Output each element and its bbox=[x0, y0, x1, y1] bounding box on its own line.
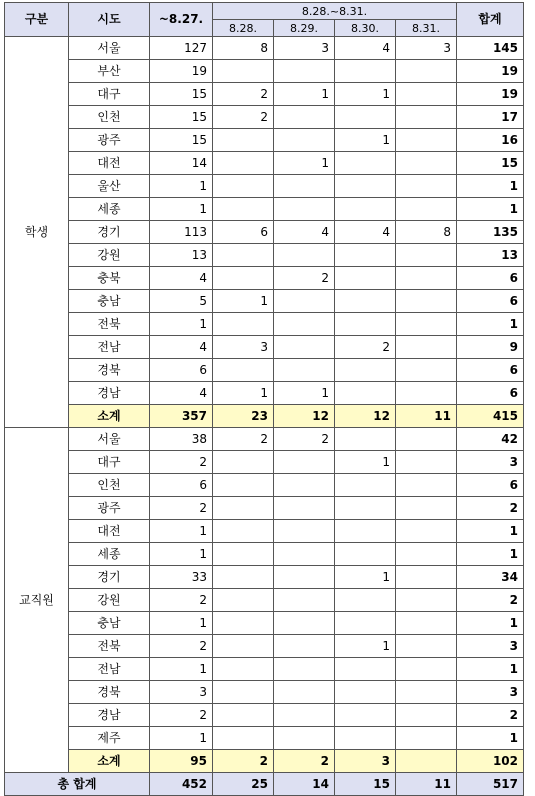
value-cell bbox=[335, 244, 396, 267]
value-cell bbox=[335, 474, 396, 497]
table-row bbox=[5, 37, 524, 60]
value-cell: 5 bbox=[150, 290, 213, 313]
region-cell: 대구 bbox=[69, 451, 150, 474]
value-cell bbox=[396, 451, 457, 474]
subtotal-value-cell: 12 bbox=[335, 405, 396, 428]
value-cell bbox=[274, 681, 335, 704]
value-cell bbox=[274, 290, 335, 313]
value-cell bbox=[213, 244, 274, 267]
value-cell: 2 bbox=[213, 83, 274, 106]
value-cell: 3 bbox=[274, 37, 335, 60]
value-cell: 33 bbox=[150, 566, 213, 589]
value-cell: 2 bbox=[150, 704, 213, 727]
total-cell: 2 bbox=[457, 589, 524, 612]
table-row bbox=[5, 198, 524, 221]
total-cell: 17 bbox=[457, 106, 524, 129]
header-gubun: 구분 bbox=[5, 3, 69, 37]
value-cell bbox=[274, 451, 335, 474]
value-cell bbox=[396, 566, 457, 589]
value-cell bbox=[396, 704, 457, 727]
header-range: 8.28.~8.31. bbox=[213, 3, 457, 20]
value-cell: 1 bbox=[150, 175, 213, 198]
total-cell: 9 bbox=[457, 336, 524, 359]
total-cell: 19 bbox=[457, 83, 524, 106]
value-cell bbox=[335, 382, 396, 405]
total-cell: 3 bbox=[457, 451, 524, 474]
total-cell: 1 bbox=[457, 198, 524, 221]
grand-total-cell: 517 bbox=[457, 773, 524, 796]
value-cell bbox=[396, 497, 457, 520]
subtotal-total-cell: 102 bbox=[457, 750, 524, 773]
group-label: 학생 bbox=[5, 37, 69, 428]
value-cell bbox=[274, 566, 335, 589]
value-cell bbox=[396, 520, 457, 543]
value-cell bbox=[335, 359, 396, 382]
table-row bbox=[5, 336, 524, 359]
cases-table bbox=[4, 2, 524, 796]
header-day: 8.30. bbox=[335, 20, 396, 37]
region-cell: 전남 bbox=[69, 658, 150, 681]
region-cell: 대구 bbox=[69, 83, 150, 106]
value-cell bbox=[396, 382, 457, 405]
subtotal-total-cell: 415 bbox=[457, 405, 524, 428]
grand-total-label: 총 합계 bbox=[5, 773, 150, 796]
value-cell bbox=[335, 267, 396, 290]
table-row bbox=[5, 451, 524, 474]
total-cell: 1 bbox=[457, 543, 524, 566]
value-cell: 19 bbox=[150, 60, 213, 83]
value-cell: 2 bbox=[335, 336, 396, 359]
value-cell: 8 bbox=[213, 37, 274, 60]
value-cell bbox=[213, 175, 274, 198]
value-cell: 2 bbox=[274, 428, 335, 451]
value-cell: 1 bbox=[213, 382, 274, 405]
table-row bbox=[5, 658, 524, 681]
value-cell: 4 bbox=[150, 382, 213, 405]
value-cell bbox=[396, 428, 457, 451]
region-cell: 경기 bbox=[69, 566, 150, 589]
value-cell bbox=[274, 129, 335, 152]
value-cell: 13 bbox=[150, 244, 213, 267]
value-cell: 1 bbox=[274, 382, 335, 405]
value-cell: 2 bbox=[150, 635, 213, 658]
value-cell: 3 bbox=[213, 336, 274, 359]
header-sido: 시도 bbox=[69, 3, 150, 37]
value-cell bbox=[213, 359, 274, 382]
value-cell: 8 bbox=[396, 221, 457, 244]
header-before: ~8.27. bbox=[150, 3, 213, 37]
subtotal-label: 소계 bbox=[69, 750, 150, 773]
value-cell: 4 bbox=[150, 267, 213, 290]
region-cell: 전북 bbox=[69, 635, 150, 658]
region-cell: 강원 bbox=[69, 589, 150, 612]
value-cell: 3 bbox=[396, 37, 457, 60]
value-cell: 4 bbox=[335, 221, 396, 244]
value-cell: 2 bbox=[274, 267, 335, 290]
total-cell: 16 bbox=[457, 129, 524, 152]
value-cell: 2 bbox=[150, 589, 213, 612]
value-cell bbox=[335, 589, 396, 612]
value-cell bbox=[213, 129, 274, 152]
value-cell bbox=[213, 727, 274, 750]
value-cell bbox=[396, 612, 457, 635]
value-cell bbox=[396, 60, 457, 83]
value-cell: 14 bbox=[150, 152, 213, 175]
region-cell: 광주 bbox=[69, 497, 150, 520]
region-cell: 인천 bbox=[69, 106, 150, 129]
subtotal-value-cell: 2 bbox=[274, 750, 335, 773]
total-cell: 1 bbox=[457, 175, 524, 198]
value-cell bbox=[335, 428, 396, 451]
value-cell: 6 bbox=[150, 359, 213, 382]
value-cell bbox=[335, 290, 396, 313]
value-cell: 2 bbox=[150, 451, 213, 474]
value-cell bbox=[335, 543, 396, 566]
value-cell bbox=[274, 543, 335, 566]
subtotal-value-cell: 95 bbox=[150, 750, 213, 773]
group-label: 교직원 bbox=[5, 428, 69, 773]
value-cell bbox=[335, 497, 396, 520]
subtotal-value-cell: 3 bbox=[335, 750, 396, 773]
table-row bbox=[5, 543, 524, 566]
value-cell: 1 bbox=[335, 129, 396, 152]
region-cell: 경북 bbox=[69, 681, 150, 704]
value-cell bbox=[396, 635, 457, 658]
value-cell bbox=[335, 520, 396, 543]
total-cell: 6 bbox=[457, 474, 524, 497]
value-cell: 1 bbox=[150, 658, 213, 681]
value-cell: 1 bbox=[274, 152, 335, 175]
value-cell: 1 bbox=[150, 313, 213, 336]
header-day: 8.29. bbox=[274, 20, 335, 37]
subtotal-value-cell bbox=[396, 750, 457, 773]
total-cell: 1 bbox=[457, 313, 524, 336]
value-cell bbox=[396, 290, 457, 313]
value-cell bbox=[274, 60, 335, 83]
value-cell bbox=[396, 267, 457, 290]
region-cell: 대전 bbox=[69, 520, 150, 543]
value-cell bbox=[213, 451, 274, 474]
grand-value-cell: 14 bbox=[274, 773, 335, 796]
region-cell: 강원 bbox=[69, 244, 150, 267]
value-cell bbox=[274, 520, 335, 543]
region-cell: 경남 bbox=[69, 382, 150, 405]
table-row bbox=[5, 474, 524, 497]
grand-value-cell: 15 bbox=[335, 773, 396, 796]
value-cell: 15 bbox=[150, 106, 213, 129]
value-cell: 127 bbox=[150, 37, 213, 60]
table-row bbox=[5, 520, 524, 543]
table-row bbox=[5, 497, 524, 520]
value-cell bbox=[274, 589, 335, 612]
value-cell bbox=[335, 704, 396, 727]
subtotal-value-cell: 23 bbox=[213, 405, 274, 428]
value-cell bbox=[213, 589, 274, 612]
value-cell: 1 bbox=[150, 727, 213, 750]
value-cell: 2 bbox=[150, 497, 213, 520]
total-cell: 2 bbox=[457, 704, 524, 727]
value-cell: 4 bbox=[150, 336, 213, 359]
grand-total-row bbox=[5, 773, 524, 796]
region-cell: 서울 bbox=[69, 428, 150, 451]
region-cell: 충남 bbox=[69, 612, 150, 635]
value-cell bbox=[213, 612, 274, 635]
value-cell: 113 bbox=[150, 221, 213, 244]
value-cell bbox=[396, 474, 457, 497]
value-cell bbox=[213, 313, 274, 336]
value-cell bbox=[335, 681, 396, 704]
table-row bbox=[5, 589, 524, 612]
total-cell: 34 bbox=[457, 566, 524, 589]
grand-value-cell: 25 bbox=[213, 773, 274, 796]
value-cell bbox=[396, 152, 457, 175]
value-cell bbox=[396, 106, 457, 129]
region-cell: 부산 bbox=[69, 60, 150, 83]
table-row bbox=[5, 267, 524, 290]
value-cell: 1 bbox=[213, 290, 274, 313]
value-cell bbox=[213, 543, 274, 566]
total-cell: 42 bbox=[457, 428, 524, 451]
value-cell bbox=[274, 635, 335, 658]
value-cell bbox=[396, 198, 457, 221]
total-cell: 13 bbox=[457, 244, 524, 267]
total-cell: 15 bbox=[457, 152, 524, 175]
region-cell: 대전 bbox=[69, 152, 150, 175]
table-row bbox=[5, 428, 524, 451]
table-row bbox=[5, 612, 524, 635]
value-cell: 4 bbox=[274, 221, 335, 244]
value-cell bbox=[335, 198, 396, 221]
region-cell: 전북 bbox=[69, 313, 150, 336]
table-row bbox=[5, 83, 524, 106]
value-cell: 1 bbox=[150, 543, 213, 566]
region-cell: 경기 bbox=[69, 221, 150, 244]
value-cell bbox=[396, 727, 457, 750]
table-row bbox=[5, 727, 524, 750]
total-cell: 1 bbox=[457, 520, 524, 543]
subtotal-row bbox=[5, 750, 524, 773]
value-cell: 6 bbox=[150, 474, 213, 497]
table-row bbox=[5, 681, 524, 704]
table-row bbox=[5, 313, 524, 336]
total-cell: 3 bbox=[457, 681, 524, 704]
value-cell bbox=[213, 198, 274, 221]
value-cell bbox=[213, 520, 274, 543]
value-cell bbox=[335, 60, 396, 83]
value-cell bbox=[274, 474, 335, 497]
value-cell bbox=[274, 704, 335, 727]
value-cell: 4 bbox=[335, 37, 396, 60]
value-cell bbox=[274, 497, 335, 520]
value-cell bbox=[335, 727, 396, 750]
subtotal-label: 소계 bbox=[69, 405, 150, 428]
value-cell bbox=[213, 267, 274, 290]
total-cell: 1 bbox=[457, 658, 524, 681]
value-cell bbox=[396, 543, 457, 566]
table-row bbox=[5, 635, 524, 658]
region-cell: 울산 bbox=[69, 175, 150, 198]
value-cell bbox=[213, 152, 274, 175]
subtotal-value-cell: 357 bbox=[150, 405, 213, 428]
value-cell bbox=[213, 474, 274, 497]
region-cell: 광주 bbox=[69, 129, 150, 152]
region-cell: 경북 bbox=[69, 359, 150, 382]
value-cell: 15 bbox=[150, 83, 213, 106]
header-total: 합계 bbox=[457, 3, 524, 37]
header-day: 8.28. bbox=[213, 20, 274, 37]
value-cell bbox=[396, 681, 457, 704]
value-cell: 2 bbox=[213, 428, 274, 451]
subtotal-value-cell: 11 bbox=[396, 405, 457, 428]
subtotal-row bbox=[5, 405, 524, 428]
region-cell: 인천 bbox=[69, 474, 150, 497]
value-cell: 1 bbox=[274, 83, 335, 106]
value-cell bbox=[274, 175, 335, 198]
table-row bbox=[5, 175, 524, 198]
region-cell: 서울 bbox=[69, 37, 150, 60]
region-cell: 세종 bbox=[69, 198, 150, 221]
table-body bbox=[5, 37, 524, 796]
total-cell: 3 bbox=[457, 635, 524, 658]
region-cell: 전남 bbox=[69, 336, 150, 359]
value-cell bbox=[274, 658, 335, 681]
total-cell: 2 bbox=[457, 497, 524, 520]
value-cell bbox=[213, 60, 274, 83]
table-row bbox=[5, 704, 524, 727]
value-cell bbox=[335, 612, 396, 635]
value-cell bbox=[335, 658, 396, 681]
region-cell: 경남 bbox=[69, 704, 150, 727]
value-cell: 1 bbox=[150, 612, 213, 635]
total-cell: 6 bbox=[457, 267, 524, 290]
region-cell: 세종 bbox=[69, 543, 150, 566]
value-cell bbox=[396, 244, 457, 267]
value-cell bbox=[335, 313, 396, 336]
value-cell: 1 bbox=[150, 520, 213, 543]
value-cell bbox=[213, 704, 274, 727]
value-cell bbox=[274, 727, 335, 750]
table-row bbox=[5, 244, 524, 267]
value-cell: 1 bbox=[335, 566, 396, 589]
value-cell bbox=[213, 635, 274, 658]
value-cell bbox=[396, 175, 457, 198]
value-cell: 2 bbox=[213, 106, 274, 129]
region-cell: 제주 bbox=[69, 727, 150, 750]
total-cell: 6 bbox=[457, 359, 524, 382]
subtotal-value-cell: 12 bbox=[274, 405, 335, 428]
value-cell bbox=[396, 313, 457, 336]
value-cell bbox=[335, 175, 396, 198]
value-cell: 1 bbox=[335, 83, 396, 106]
value-cell: 6 bbox=[213, 221, 274, 244]
total-cell: 145 bbox=[457, 37, 524, 60]
value-cell bbox=[396, 658, 457, 681]
value-cell: 38 bbox=[150, 428, 213, 451]
value-cell: 1 bbox=[150, 198, 213, 221]
total-cell: 6 bbox=[457, 290, 524, 313]
value-cell bbox=[396, 83, 457, 106]
value-cell: 1 bbox=[335, 635, 396, 658]
table-row bbox=[5, 129, 524, 152]
grand-value-cell: 452 bbox=[150, 773, 213, 796]
value-cell bbox=[274, 106, 335, 129]
subtotal-value-cell: 2 bbox=[213, 750, 274, 773]
table-row bbox=[5, 152, 524, 175]
table-row bbox=[5, 566, 524, 589]
value-cell bbox=[335, 152, 396, 175]
header-day: 8.31. bbox=[396, 20, 457, 37]
region-cell: 충남 bbox=[69, 290, 150, 313]
total-cell: 1 bbox=[457, 612, 524, 635]
value-cell bbox=[213, 658, 274, 681]
total-cell: 135 bbox=[457, 221, 524, 244]
value-cell bbox=[335, 106, 396, 129]
grand-value-cell: 11 bbox=[396, 773, 457, 796]
value-cell: 3 bbox=[150, 681, 213, 704]
value-cell bbox=[274, 612, 335, 635]
table-row bbox=[5, 60, 524, 83]
region-cell: 충북 bbox=[69, 267, 150, 290]
table-row bbox=[5, 221, 524, 244]
value-cell bbox=[274, 198, 335, 221]
table-row bbox=[5, 382, 524, 405]
value-cell bbox=[274, 244, 335, 267]
value-cell bbox=[274, 313, 335, 336]
table-row bbox=[5, 359, 524, 382]
value-cell bbox=[213, 566, 274, 589]
value-cell bbox=[396, 359, 457, 382]
value-cell bbox=[396, 589, 457, 612]
value-cell bbox=[274, 336, 335, 359]
value-cell: 1 bbox=[335, 451, 396, 474]
value-cell: 15 bbox=[150, 129, 213, 152]
total-cell: 1 bbox=[457, 727, 524, 750]
total-cell: 19 bbox=[457, 60, 524, 83]
value-cell bbox=[396, 336, 457, 359]
table-header bbox=[5, 3, 524, 37]
value-cell bbox=[396, 129, 457, 152]
value-cell bbox=[274, 359, 335, 382]
table-row bbox=[5, 290, 524, 313]
value-cell bbox=[213, 497, 274, 520]
total-cell: 6 bbox=[457, 382, 524, 405]
value-cell bbox=[213, 681, 274, 704]
table-row bbox=[5, 106, 524, 129]
